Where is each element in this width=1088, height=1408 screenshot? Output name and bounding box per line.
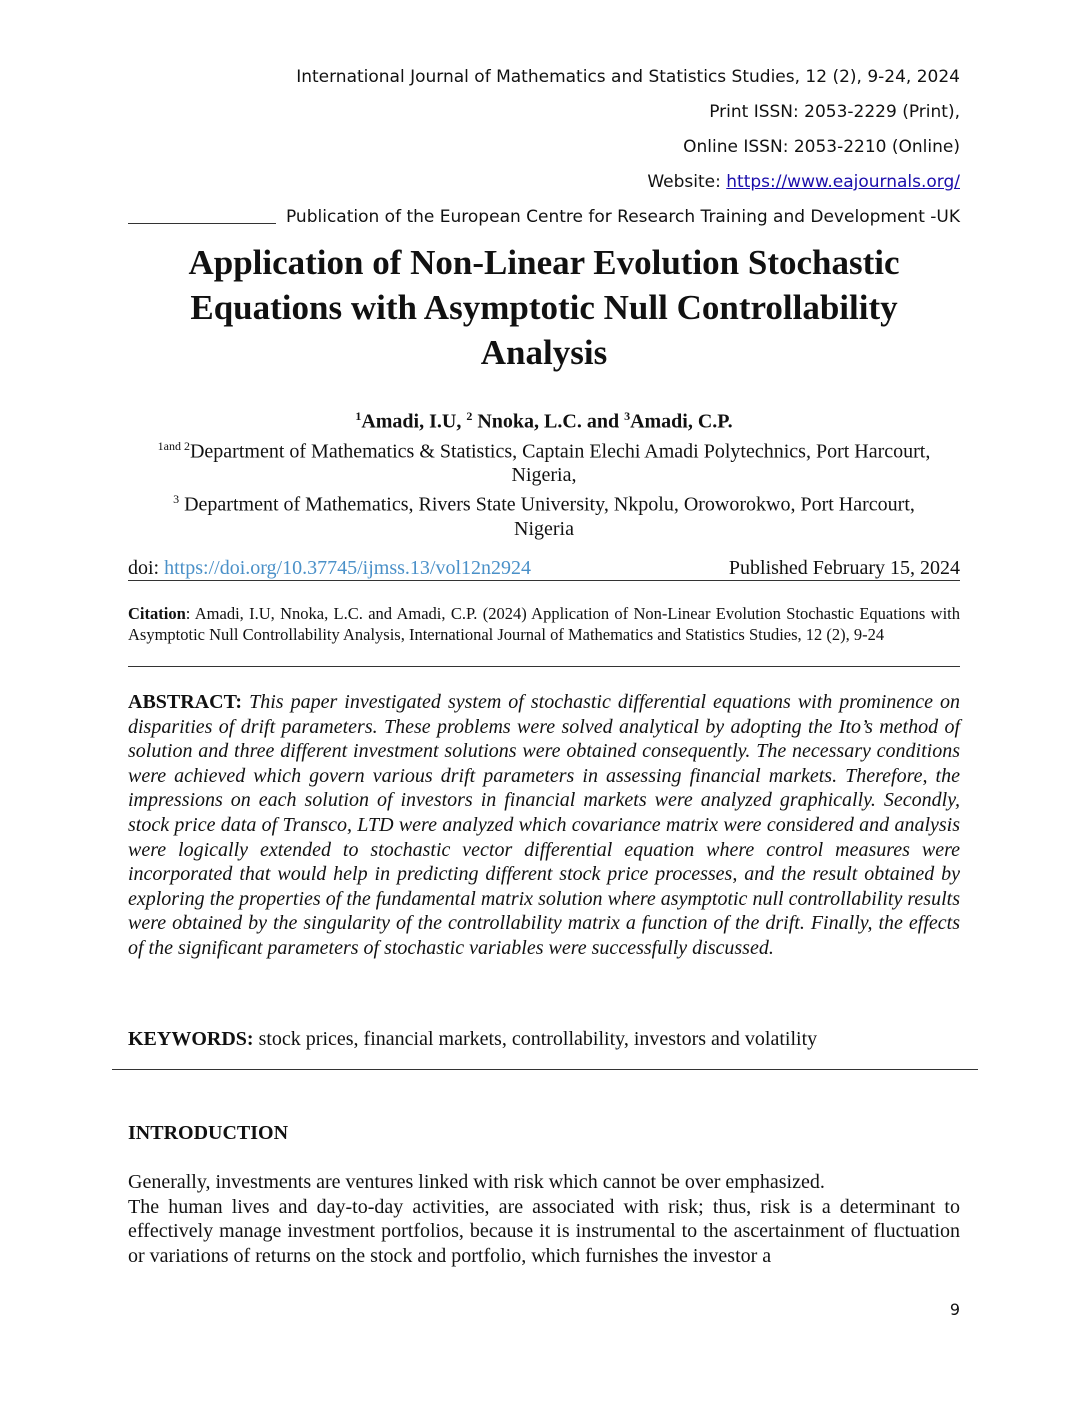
title-line-1: Application of Non-Linear Evolution Stochastic xyxy=(188,243,900,282)
print-issn: Print ISSN: 2053-2229 (Print), xyxy=(709,102,960,122)
citation-block xyxy=(128,604,960,645)
publisher-line: Publication of the European Centre for Research Training and Development -UK xyxy=(285,207,960,227)
doi-rule xyxy=(128,580,960,581)
page-number: 9 xyxy=(949,1300,960,1319)
affiliation-1-line-2: Nigeria, xyxy=(511,464,577,487)
affiliation-2 xyxy=(128,487,960,517)
paper-title xyxy=(128,240,960,375)
introduction-paragraph-1: Generally, investments are ventures linked with risk which cannot be over emphasized. xyxy=(128,1171,825,1193)
introduction-paragraph-2: The human lives and day-to-day activities, are associated with risk; thus, risk is a determinant to effectively manage investment portfolios, because it is instrumental to the ascertainment of fluctuation or variations of returns on the stock and portfolio, which furnishes the investor a xyxy=(128,1195,960,1267)
affiliation-2-line-1: Department of Mathematics, Rivers State University, Nkpolu, Oroworokwo, Port Harcourt, xyxy=(179,493,915,516)
keywords-label: KEYWORDS: xyxy=(128,1028,254,1050)
affiliation-1-sup: 1and 2 xyxy=(157,438,190,453)
author-2: Nnoka, L.C. and xyxy=(472,410,625,433)
citation-text: : Amadi, I.U, Nnoka, L.C. and Amadi, C.P. (2024) Application of Non-Linear Evolution Stochastic Equations with Asymptotic Null Controllability Analysis, International Journal of Mathematics and Statistics Studies, 12 (2), 9-24 xyxy=(128,604,960,644)
author-1: Amadi, I.U, xyxy=(361,410,462,433)
header-rule xyxy=(128,223,276,224)
citation-rule xyxy=(128,666,960,667)
keywords-rule xyxy=(112,1069,978,1070)
affiliation-2-line-2: Nigeria xyxy=(514,517,574,540)
keywords-text: stock prices, financial markets, controllability, investors and volatility xyxy=(253,1028,818,1050)
doi-row xyxy=(128,556,960,580)
author-3-sup: 3 xyxy=(624,409,631,423)
affiliation-2-sup: 3 xyxy=(173,492,180,507)
doi-link[interactable]: https://doi.org/10.37745/ijmss.13/vol12n2924 xyxy=(164,557,532,579)
author-3: Amadi, C.P. xyxy=(630,410,733,433)
website-line xyxy=(647,172,960,192)
abstract-label: ABSTRACT: xyxy=(128,691,243,713)
abstract-text: This paper investigated system of stochastic differential equations with prominence on disparities of drift parameters. These problems were solved analytical by adopting the Ito’s method of solution and three different investment solutions were obtained consequently. The necessary conditions were achieved which govern various drift parameters in assessing financial markets. Therefore, the impressions on each solution of investors in financial markets were analyzed graphically. Secondly, stock price data of Transco, LTD were analyzed which covariance matrix were considered and analysis were logically extended to stochastic vector differential equation where control measures were incorporated that would help in predicting different stock price processes, and the result obtained by exploring the properties of the fundamental matrix solution where asymptotic null controllability results were obtained by the singularity of the controllability matrix a function of the drift. Finally, the effects of the significant parameters of stochastic variables were successfully discussed. xyxy=(128,691,960,959)
affiliation-1 xyxy=(128,434,960,464)
website-label: Website: xyxy=(647,172,727,192)
introduction-body xyxy=(128,1170,960,1268)
author-names xyxy=(128,404,960,434)
website-link[interactable]: https://www.eajournals.org/ xyxy=(726,172,960,192)
author-2-sup: 2 xyxy=(466,409,473,423)
journal-citation-header: International Journal of Mathematics and Statistics Studies, 12 (2), 9-24, 2024 xyxy=(296,67,960,87)
online-issn: Online ISSN: 2053-2210 (Online) xyxy=(683,137,960,157)
introduction-heading: INTRODUCTION xyxy=(128,1122,289,1144)
title-line-2: Equations with Asymptotic Null Controllability xyxy=(190,288,898,327)
author-1-sup: 1 xyxy=(355,409,362,423)
keywords-block xyxy=(128,1027,960,1051)
affiliation-1-line-1: Department of Mathematics & Statistics, Captain Elechi Amadi Polytechnics, Port Harcourt, xyxy=(189,440,931,463)
abstract-block xyxy=(128,690,960,961)
citation-label: Citation xyxy=(128,604,186,623)
published-date: Published February 15, 2024 xyxy=(728,557,960,579)
doi-label: doi: xyxy=(128,557,165,579)
title-line-3: Analysis xyxy=(480,333,608,372)
authors-block xyxy=(128,404,960,541)
